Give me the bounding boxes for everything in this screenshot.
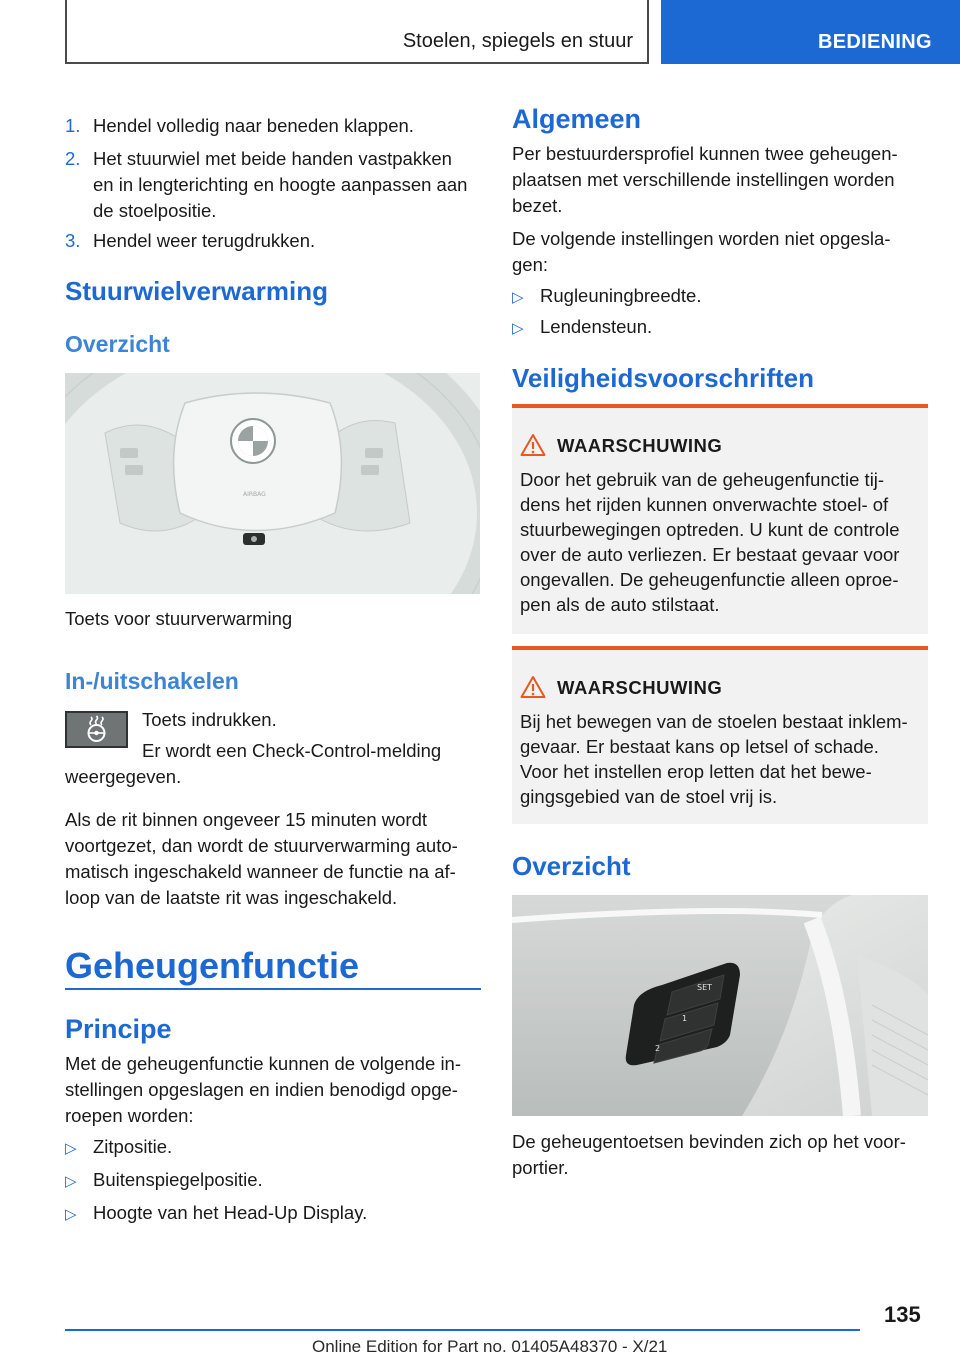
footer-edition: Online Edition for Part no. 01405A48370 - X/21 xyxy=(312,1337,668,1356)
caption-door-line2: portier. xyxy=(512,1157,569,1178)
door-button-set: SET xyxy=(697,983,713,992)
para-rit-line4: loop van de laatste rit was ingeschakeld. xyxy=(65,887,398,908)
para-algemeen2-line1: De volgende instellingen worden niet opgesla- xyxy=(512,228,891,249)
para-algemeen1-line3: bezet. xyxy=(512,195,563,216)
bullet-marker: ▷ xyxy=(512,320,524,337)
header-section-box xyxy=(65,0,649,64)
bullet-lendensteun: Lendensteun. xyxy=(540,316,653,337)
door-button-1: 1 xyxy=(682,1014,688,1023)
warning-2-line4: gingsgebied van de stoel vrij is. xyxy=(520,786,778,807)
heading-stuurwielverwarming: Stuurwielverwarming xyxy=(65,276,328,306)
steering-wheel-image xyxy=(65,373,480,594)
door-memory-image xyxy=(512,895,928,1116)
heading-in-uitschakelen: In-/uitschakelen xyxy=(65,668,239,694)
bullet-marker: ▷ xyxy=(65,1206,77,1223)
step-1-number: 1. xyxy=(65,115,81,136)
para-algemeen1-line2: plaatsen met verschillende instellingen worden xyxy=(512,169,895,190)
para-principe-line1: Met de geheugenfunctie kunnen de volgende in- xyxy=(65,1053,461,1074)
header-chapter-tab xyxy=(661,0,960,64)
door-button-2: 2 xyxy=(655,1044,661,1053)
bullet-buitenspiegel: Buitenspiegelpositie. xyxy=(93,1169,263,1190)
heading-overzicht-right: Overzicht xyxy=(512,851,631,881)
step-3-text: Hendel weer terugdrukken. xyxy=(93,230,316,251)
bullet-marker: ▷ xyxy=(65,1140,77,1157)
bullet-zitpositie: Zitpositie. xyxy=(93,1136,173,1157)
heading-principe: Principe xyxy=(65,1014,172,1044)
warning-1-line6: pen als de auto stilstaat. xyxy=(520,594,720,615)
step-2-text-line1: Het stuurwiel met beide handen vastpakken xyxy=(93,148,452,169)
footer-rule xyxy=(65,1329,860,1331)
warning-2-line2: gevaar. Er bestaat kans op letsel of schade. xyxy=(520,736,879,757)
inuit-line1: Toets indrukken. xyxy=(142,709,277,730)
heading-rule xyxy=(65,988,481,990)
para-rit-line2: voortgezet, dan wordt de stuurverwarming auto- xyxy=(65,835,458,856)
step-2-text-line2: en in lengterichting en hoogte aanpassen aan xyxy=(93,174,468,195)
steering-wheel-illustration xyxy=(65,373,480,594)
warning-1-line4: over de auto verliezen. Er bestaat gevaar voor xyxy=(520,544,900,565)
door-memory-illustration xyxy=(512,895,928,1116)
para-principe-line3: roepen worden: xyxy=(65,1105,194,1126)
warning-1-line2: dens het rijden kunnen onverwachte stoel- of xyxy=(520,494,889,515)
warning-1-line1: Door het gebruik van de geheugenfunctie tij- xyxy=(520,469,885,490)
heading-geheugenfunctie: Geheugenfunctie xyxy=(65,945,360,986)
step-3-number: 3. xyxy=(65,230,81,251)
caption-door-line1: De geheugentoetsen bevinden zich op het voor- xyxy=(512,1131,906,1152)
warning-triangle-icon xyxy=(520,675,546,699)
bullet-hud: Hoogte van het Head-Up Display. xyxy=(93,1202,368,1223)
inuit-line3: weergegeven. xyxy=(65,766,182,787)
step-2-text-line3: de stoelpositie. xyxy=(93,200,217,221)
bullet-marker: ▷ xyxy=(512,289,524,306)
heading-veiligheid: Veiligheidsvoorschriften xyxy=(512,363,814,393)
inuit-line2: Er wordt een Check-Control-melding xyxy=(142,740,442,761)
para-rit-line1: Als de rit binnen ongeveer 15 minuten wordt xyxy=(65,809,427,830)
bullet-rugleuning: Rugleuningbreedte. xyxy=(540,285,702,306)
para-algemeen1-line1: Per bestuurdersprofiel kunnen twee geheugen- xyxy=(512,143,898,164)
warning-1-title: WAARSCHUWING xyxy=(557,435,723,456)
header-chapter-title: BEDIENING xyxy=(818,31,932,53)
para-rit-line3: matisch ingeschakeld wanneer de functie na af- xyxy=(65,861,456,882)
svg-text:AIRBAG: AIRBAG xyxy=(243,491,266,498)
warning-box-1 xyxy=(512,404,928,634)
header-section-title: Stoelen, spiegels en stuur xyxy=(402,30,633,52)
step-1-text: Hendel volledig naar beneden klappen. xyxy=(93,115,414,136)
steering-heat-button-icon xyxy=(65,711,128,748)
page-number: 135 xyxy=(884,1302,921,1327)
para-principe-line2: stellingen opgeslagen en indien benodigd opge- xyxy=(65,1079,458,1100)
warning-triangle-icon xyxy=(520,433,546,457)
warning-2-line1: Bij het bewegen van de stoelen bestaat inklem- xyxy=(520,711,908,732)
warning-1-line5: ongevallen. De geheugenfunctie alleen oproe- xyxy=(520,569,899,590)
warning-1-line3: stuurbewegingen optreden. U kunt de controle xyxy=(520,519,900,540)
step-2-number: 2. xyxy=(65,148,81,169)
heading-algemeen: Algemeen xyxy=(512,104,642,134)
warning-2-line3: Voor het instellen erop letten dat het bewe- xyxy=(520,761,872,782)
warning-box-2 xyxy=(512,646,928,824)
para-algemeen2-line2: gen: xyxy=(512,254,549,275)
caption-stuurverwarming: Toets voor stuurverwarming xyxy=(65,608,293,629)
bullet-marker: ▷ xyxy=(65,1173,77,1190)
warning-2-title: WAARSCHUWING xyxy=(557,677,723,698)
heading-overzicht-left: Overzicht xyxy=(65,331,170,357)
